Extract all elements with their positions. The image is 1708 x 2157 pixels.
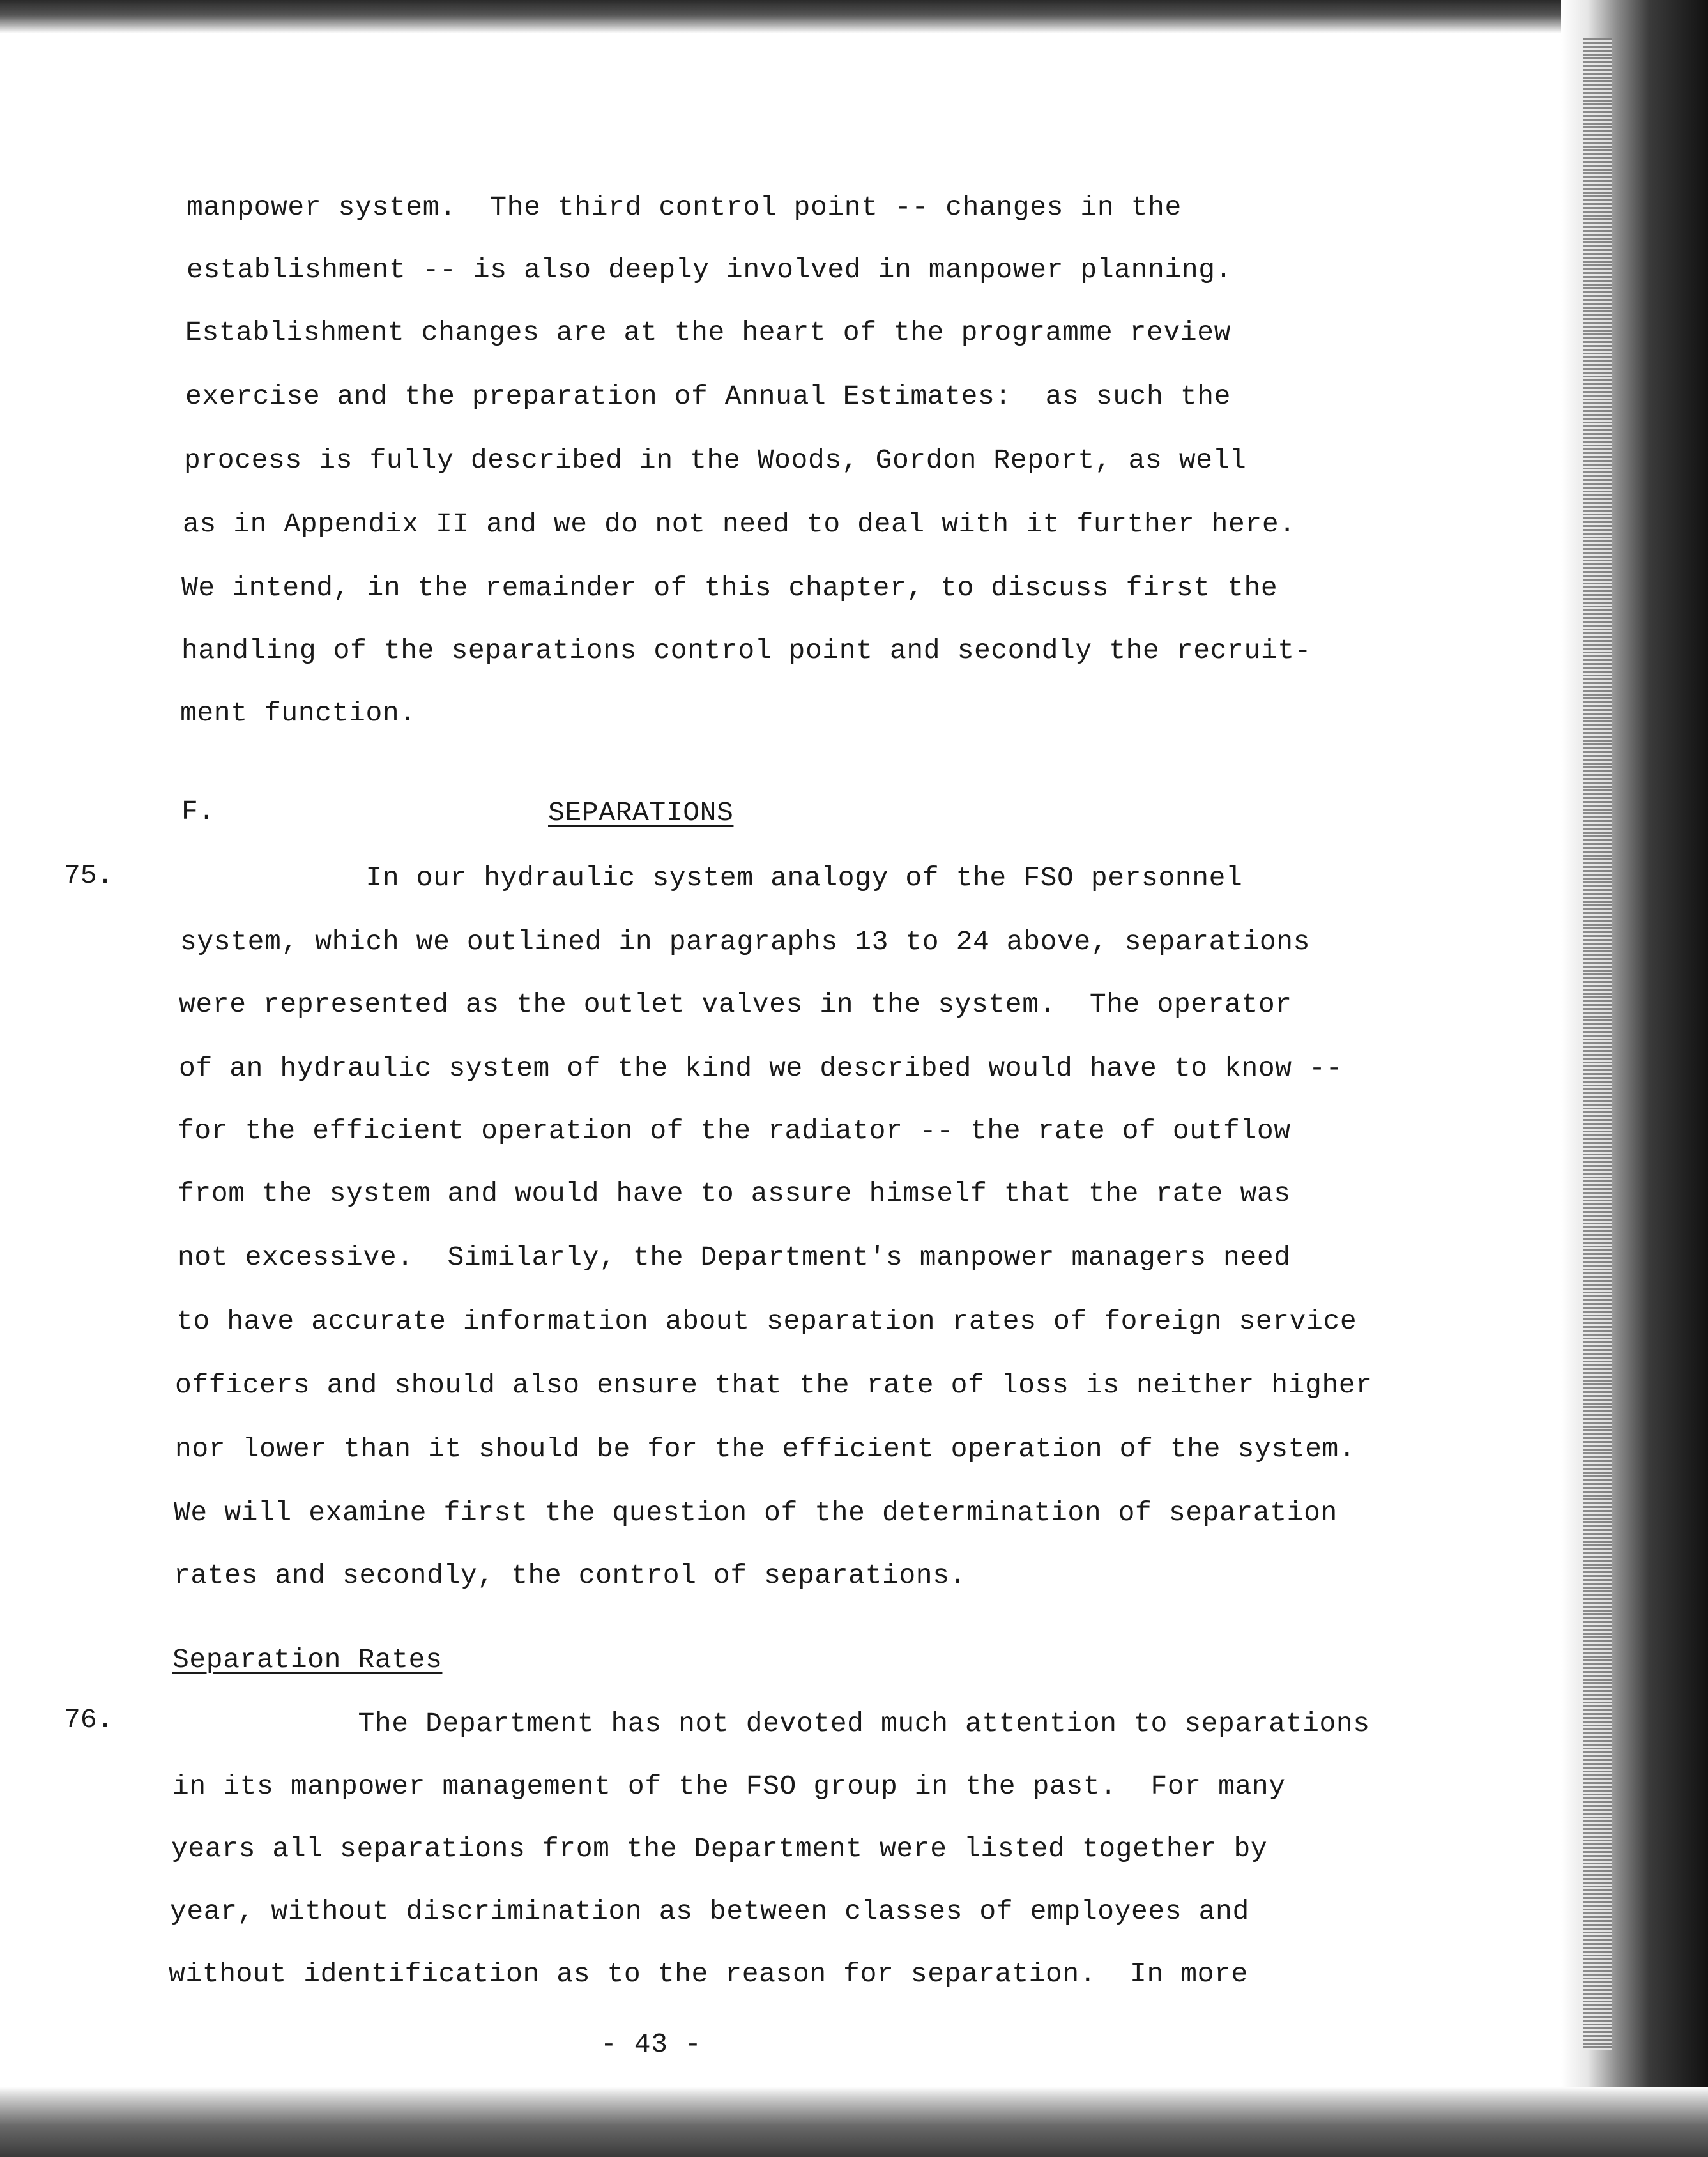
text-line: years all separations from the Department were listed together by [171,1833,1268,1864]
section-title: SEPARATIONS [548,797,734,828]
subheading: Separation Rates [172,1644,443,1675]
scan-binding-hatch [1583,38,1612,2050]
text-line: The Department has not devoted much attention to separations [172,1708,1370,1739]
text-line: to have accurate information about separation rates of foreign service [176,1306,1357,1337]
text-line: officers and should also ensure that the rate of loss is neither higher [175,1369,1373,1401]
text-line: Establishment changes are at the heart of the programme review [185,317,1231,348]
paragraph-number: 75. [64,860,114,891]
text-line: We intend, in the remainder of this chapter, to discuss first the [181,572,1278,604]
text-line: process is fully described in the Woods, Gordon Report, as well [184,445,1247,476]
text-line: of an hydraulic system of the kind we described would have to know -- [179,1053,1343,1084]
text-line: for the efficient operation of the radiator -- the rate of outflow [178,1115,1291,1147]
text-line: rates and secondly, the control of separations. [174,1560,966,1591]
text-line: in its manpower management of the FSO group in the past. For many [172,1771,1286,1802]
text-line: from the system and would have to assure himself that the rate was [178,1178,1291,1209]
text-line: nor lower than it should be for the efficient operation of the system. [175,1433,1356,1465]
text-line: as in Appendix II and we do not need to deal with it further here. [183,508,1296,540]
text-line: system, which we outlined in paragraphs 13 to 24 above, separations [180,926,1311,957]
section-letter: F. [181,796,215,827]
text-line: were represented as the outlet valves in the system. The operator [179,989,1292,1020]
text-line: exercise and the preparation of Annual Estimates: as such the [185,381,1231,412]
text-line: not excessive. Similarly, the Department's manpower managers need [178,1242,1291,1273]
text-line: establishment -- is also deeply involved in manpower planning. [187,254,1233,286]
text-line: year, without discrimination as between classes of employees and [170,1896,1249,1927]
paragraph-number: 76. [64,1704,114,1735]
text-line: without identification as to the reason for separation. In more [169,1958,1248,1990]
text-line: In our hydraulic system analogy of the FSO personnel [180,862,1243,894]
text-line: ment function. [180,697,416,729]
text-line: We will examine first the question of the determination of separation [174,1497,1338,1528]
page-number: - 43 - [600,2029,702,2060]
text-line: manpower system. The third control point -- changes in the [187,192,1182,223]
text-line: handling of the separations control point and secondly the recruit- [181,635,1312,666]
